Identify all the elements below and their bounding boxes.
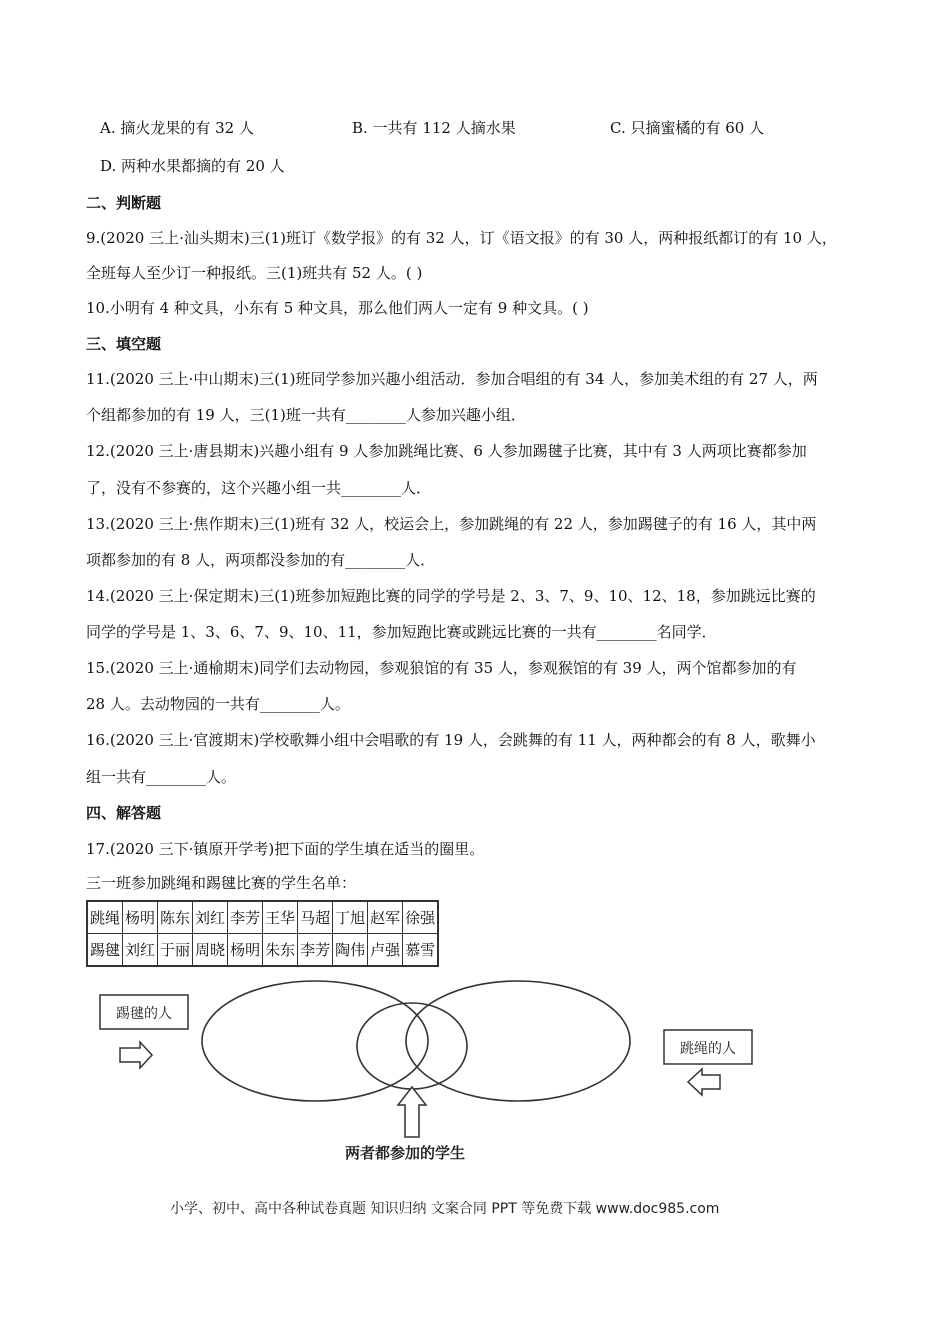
section-fill-heading: 三、填空题 bbox=[86, 335, 162, 353]
question-12-line2: 了，没有不参赛的，这个兴趣小组一共________人． bbox=[86, 479, 432, 497]
table-cell: 李芳 bbox=[228, 901, 263, 934]
left-label-text: 踢毽的人 bbox=[116, 1006, 172, 1022]
table-cell: 刘红 bbox=[193, 901, 228, 934]
table-cell: 杨明 bbox=[123, 901, 158, 934]
table-cell: 卢强 bbox=[368, 934, 403, 967]
question-17: 17.(2020 三下·镇原开学考)把下面的学生填在适当的圈里。 bbox=[86, 840, 485, 858]
question-9-line1: 9.(2020 三上·汕头期末)三(1)班订《数学报》的有 32 人，订《语文报》的有 30 人，两种报纸都订的有 10 人， bbox=[86, 229, 837, 247]
table-cell: 于丽 bbox=[158, 934, 193, 967]
question-16-line2: 组一共有________人。 bbox=[86, 768, 237, 786]
table-cell: 踢毽 bbox=[87, 934, 123, 967]
question-11-line2: 个组都参加的有 19 人，三(1)班一共有________人参加兴趣小组． bbox=[86, 406, 526, 424]
question-15-line2: 28 人。去动物园的一共有________人。 bbox=[86, 695, 350, 713]
question-15-line1: 15.(2020 三上·通榆期末)同学们去动物园，参观狼馆的有 35 人，参观猴馆的有 39 人，两个馆都参加的有 bbox=[86, 659, 797, 677]
student-list-title: 三一班参加跳绳和踢毽比赛的学生名单： bbox=[86, 874, 357, 892]
option-a: A. 摘火龙果的有 32 人 bbox=[100, 119, 254, 137]
left-ellipse bbox=[202, 981, 428, 1101]
table-cell: 李芳 bbox=[298, 934, 333, 967]
up-arrow-icon bbox=[398, 1087, 426, 1137]
left-arrow-icon bbox=[688, 1069, 720, 1095]
table-cell: 陶伟 bbox=[333, 934, 368, 967]
right-label-text: 跳绳的人 bbox=[680, 1041, 736, 1057]
student-name-table bbox=[86, 900, 439, 967]
table-cell: 赵军 bbox=[368, 901, 403, 934]
table-cell: 跳绳 bbox=[87, 901, 123, 934]
bottom-label-text: 两者都参加的学生 bbox=[344, 1144, 466, 1162]
table-cell: 刘红 bbox=[123, 934, 158, 967]
question-13-line1: 13.(2020 三上·焦作期末)三(1)班有 32 人，校运会上，参加跳绳的有 22 人，参加踢毽子的有 16 人，其中两 bbox=[86, 515, 817, 533]
table-row bbox=[87, 934, 438, 967]
table-cell: 朱东 bbox=[263, 934, 298, 967]
question-14-line2: 同学的学号是 1、3、6、7、9、10、11，参加短跑比赛或跳远比赛的一共有________名同学． bbox=[86, 623, 717, 641]
section-solve-heading: 四、解答题 bbox=[86, 804, 162, 822]
venn-diagram bbox=[90, 975, 770, 1175]
table-cell: 杨明 bbox=[228, 934, 263, 967]
question-14-line1: 14.(2020 三上·保定期末)三(1)班参加短跑比赛的同学的学号是 2、3、7、9、10、12、18，参加跳远比赛的 bbox=[86, 587, 816, 605]
table-cell: 慕雪 bbox=[403, 934, 439, 967]
option-d: D. 两种水果都摘的有 20 人 bbox=[100, 157, 285, 175]
question-13-line2: 项都参加的有 8 人，两项都没参加的有________人． bbox=[86, 551, 436, 569]
section-judge-heading: 二、判断题 bbox=[86, 194, 162, 212]
option-c: C. 只摘蜜橘的有 60 人 bbox=[610, 119, 765, 137]
question-9-line2: 全班每人至少订一种报纸。三(1)班共有 52 人。( ) bbox=[86, 264, 423, 282]
intersection-circle bbox=[357, 1003, 467, 1089]
table-cell: 马超 bbox=[298, 901, 333, 934]
table-cell: 徐强 bbox=[403, 901, 439, 934]
question-12-line1: 12.(2020 三上·唐县期末)兴趣小组有 9 人参加跳绳比赛、6 人参加踢毽子比赛，其中有 3 人两项比赛都参加 bbox=[86, 442, 807, 460]
table-cell: 陈东 bbox=[158, 901, 193, 934]
question-16-line1: 16.(2020 三上·官渡期末)学校歌舞小组中会唱歌的有 19 人，会跳舞的有 11 人，两种都会的有 8 人，歌舞小 bbox=[86, 731, 816, 749]
option-b: B. 一共有 112 人摘水果 bbox=[352, 119, 516, 137]
footer-text: 小学、初中、高中各种试卷真题 知识归纳 文案合同 PPT 等免费下载 www.doc985.com bbox=[170, 1201, 720, 1217]
table-cell: 丁旭 bbox=[333, 901, 368, 934]
question-10: 10.小明有 4 种文具，小东有 5 种文具，那么他们两人一定有 9 种文具。( ) bbox=[86, 299, 589, 317]
question-11-line1: 11.(2020 三上·中山期末)三(1)班同学参加兴趣小组活动．参加合唱组的有 34 人，参加美术组的有 27 人，两 bbox=[86, 370, 818, 388]
table-cell: 周晓 bbox=[193, 934, 228, 967]
table-row bbox=[87, 901, 438, 934]
table-cell: 王华 bbox=[263, 901, 298, 934]
right-arrow-icon bbox=[120, 1042, 152, 1068]
